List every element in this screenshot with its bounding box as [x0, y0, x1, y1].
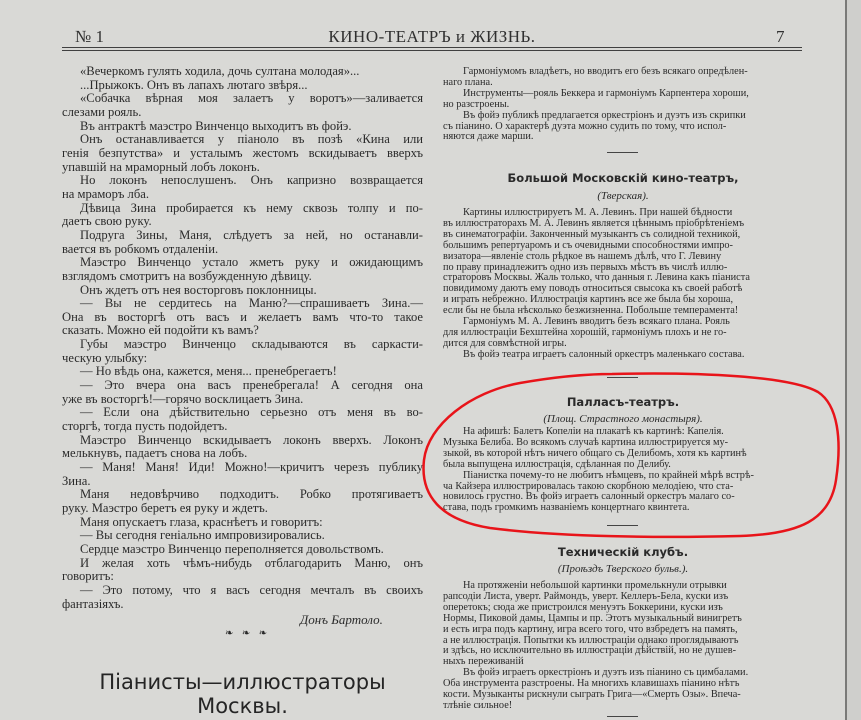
text-line: новилось грустно. Въ фойэ играетъ салонный оркестръ малаго со- — [443, 491, 735, 503]
text-line: повидимому даютъ ему поводъ относиться свысока къ своей работѣ — [443, 283, 743, 295]
text-line: руку. Маэстро беретъ ея руку и ждетъ. — [62, 501, 268, 515]
section-title: Большой Московскій кино-театръ, — [507, 171, 739, 185]
text-line: Инструменты—рояль Беккера и гармоніумъ Карпентера хороши, — [463, 87, 749, 99]
text-line: ча Кайзера иллюстрировалась такою скорбною мелодіею, что ста- — [443, 480, 734, 492]
text-line: даетъ свою руку. — [62, 214, 152, 229]
text-line: «Собачка вѣрная моя залаетъ у воротъ»—заливается — [80, 91, 423, 106]
journal-title: КИНО-ТЕАТРЪ и ЖИЗНЬ. — [328, 27, 536, 46]
text-line: если бы не была нѣсколько безжизненна. Побольше темперамента! — [443, 305, 739, 317]
text-line: Оба инструмента разстроены. На многихъ клавишахъ піанино нѣтъ — [443, 678, 740, 690]
article-title-line2: Москвы. — [197, 694, 288, 718]
annotation-stroke — [424, 374, 839, 537]
text-line: въ иллюстраторахъ М. А. Левинъ является цѣннымъ пріобрѣтеніемъ — [443, 217, 745, 229]
text-line: и есть игра подъ картину, игра всего того, что взбредетъ на память, — [443, 623, 738, 635]
text-line: тлѣніе сильное! — [443, 699, 513, 711]
text-line: страторовъ Москвы. Жаль только, что данныя г. Левина какъ піаниста — [443, 272, 750, 284]
text-line: Зина. — [62, 473, 91, 488]
text-line: Дѣвица Зина пробирается къ нему сквозь толпу и по- — [80, 200, 423, 215]
text-line: въ синематографіи. Законченный музыкантъ съ солидной техникой, — [443, 228, 741, 240]
text-line: кости. Музыканты рискнули сыграть Грига—«Смерть Озы». Впеча- — [443, 689, 741, 701]
text-line: няются даже марши. — [443, 131, 534, 143]
text-line: говоритъ: — [62, 569, 114, 584]
text-line: слезами рояль. — [62, 104, 142, 119]
text-line: Подруга Зины, Маня, слѣдуетъ за ней, но останавли- — [80, 227, 423, 242]
text-line: на мраморъ лба. — [62, 186, 149, 201]
text-line: — Но вѣдь она, кажется, меня... пренебрегаетъ! — [80, 364, 337, 379]
text-line: Въ фойэ публикѣ предлагается оркестріонъ и дуэтъ изъ скрипки — [463, 109, 746, 121]
text-line: Губы маэстро Винченцо складываются въ саркасти- — [80, 337, 423, 352]
text-line: Маня недовѣрчиво подходитъ. Робко протягиваетъ — [80, 487, 423, 502]
text-line: «Вечеркомъ гулять ходила, дочь султана молодая»... — [80, 64, 360, 78]
text-line: и здѣсь, но исключительно въ иллюстраціи дѣйствій, но не душев- — [443, 645, 737, 657]
text-line: — Это потому, что я васъ сегодня мечталъ въ своихъ — [80, 582, 423, 597]
text-line: — Вы не сердитесь на Маню?—спрашиваетъ Зина.— — [80, 296, 423, 311]
text-line: — Если она дѣйствительно серьезно отъ меня въ во- — [80, 405, 423, 420]
text-line: На афишѣ: Балетъ Копеліи на плакатѣ къ картинѣ: Капелія. — [463, 426, 724, 437]
section-subtitle: (Площ. Страстного монастыря). — [543, 413, 703, 425]
text-line: става, подъ громкимъ названіемъ концертнаго квинтета. — [443, 502, 690, 514]
text-line: ...Прыжокъ. Онъ въ лапахъ лютаго звѣря... — [80, 77, 308, 92]
text-line: зыкой, въ которой нѣтъ ничего общаго съ Делибомъ, хотя къ картинѣ — [443, 447, 747, 459]
issue-number: № 1 — [75, 27, 104, 46]
text-line: И желая хоть чѣмъ-нибудь отблагодарить Маню, онъ — [80, 555, 423, 570]
text-line: дится для совмѣстной игры. — [443, 337, 567, 349]
text-line: Маня опускаетъ глаза, краснѣетъ и говоритъ: — [80, 514, 323, 529]
text-line: была выпущена иллюстрація, сдѣланная по Делибу. — [443, 458, 671, 470]
text-line: Маэстро Винченцо вскидываетъ локонъ вверхъ. Локонъ — [80, 432, 423, 447]
text-line: Въ фойэ театра играетъ салонный оркестръ маленькаго состава. — [463, 348, 745, 360]
text-line: большимъ репертуаромъ и съ очевидными способностями импро- — [443, 239, 733, 251]
text-line: Онъ ждетъ отъ нея восторговъ поклонницы. — [80, 282, 317, 297]
text-line: Піанистка почему-то не любитъ нѣмцевъ, по крайней мѣрѣ встрѣ- — [463, 469, 754, 481]
text-line: генія безпутства» и усталымъ жестомъ вскидываетъ вверхъ — [62, 145, 423, 160]
text-line: сторгѣ, тогда пусть подойдетъ. — [62, 419, 228, 434]
text-line: Онъ останавливается у піаноло въ позѣ «Кина или — [80, 132, 423, 147]
section-subtitle: (Тверская). — [597, 190, 649, 202]
text-line: — Это вчера она васъ пренебрегала! А сегодня она — [80, 378, 423, 393]
text-line: и играть небрежно. Иллюстрація картинъ все же была бы хороша, — [443, 294, 734, 306]
text-line: Нормы, Пиковой дамы, Цампы и пр. Этотъ музыкальный винигретъ — [443, 612, 742, 624]
text-line: ческую улыбку: — [62, 350, 148, 365]
ornament: ❧ ❧ ❧ — [225, 628, 271, 639]
text-line: Картины иллюстрируетъ М. А. Левинъ. При нашей бѣдности — [463, 207, 733, 218]
text-line: уже въ восторгѣ!—горячо восклицаетъ Зина. — [62, 391, 304, 406]
text-line: Маэстро Винченцо устало жметъ руку и ожидающимъ — [80, 255, 423, 270]
text-line: рапсодіи Листа, уверт. Раймондъ, уверт. Келлеръ-Бела, куски изъ — [443, 590, 729, 602]
article-title-line1: Піанисты—иллюстраторы — [99, 670, 386, 694]
text-line: а не иллюстрація. Попытки къ иллюстраціи однако проглядываютъ — [443, 634, 739, 646]
text-line: Гармоніумомъ владѣетъ, но вводитъ его безъ всякаго опредѣлен- — [463, 66, 748, 77]
text-line: визатора—явленіе столь рѣдкое въ нашемъ дѣлѣ, что Г. Левину — [443, 250, 722, 262]
text-line: упавшій на мраморный лобъ локонъ. — [62, 159, 260, 174]
text-line: вается въ робкомъ отдаленіи. — [62, 241, 219, 256]
text-line: по праву принадлежитъ одно изъ первыхъ мѣстъ въ числѣ иллю- — [443, 261, 728, 273]
section-title: Техническій клубъ. — [557, 545, 689, 559]
text-line: — Вы сегодня геніально импровизировались. — [80, 528, 325, 543]
page-number: 7 — [776, 27, 785, 46]
text-line: наго плана. — [443, 76, 493, 88]
text-line: сказать. Можно ей подойти къ вамъ? — [62, 323, 259, 338]
text-line: съ піанино. О характерѣ дуэта можно судить по тому, что испол- — [443, 120, 727, 132]
text-line: но разстроены. — [443, 98, 510, 110]
section-subtitle: (Проѣздъ Тверского бульв.). — [557, 563, 689, 575]
text-line: оперетокъ; сюда же пристроился менуэтъ Боккерини, куски изъ — [443, 601, 723, 613]
text-line: фантазіяхъ. — [62, 596, 124, 611]
text-line: Въ антрактѣ маэстро Винченцо выходитъ въ фойэ. — [80, 118, 352, 133]
text-line: Но локонъ непослушенъ. Онъ капризно возвращается — [80, 173, 423, 188]
text-line: для иллюстраціи Бехштейна хорошій, гармоніумъ плохъ и не го- — [443, 326, 727, 338]
text-line: взглядомъ смотритъ на возбужденную дѣвицу. — [62, 268, 312, 283]
section-title: Палласъ-театръ. — [566, 395, 680, 409]
text-line: мелькнувъ, падаетъ снова на лобъ. — [62, 446, 248, 461]
text-line: На протяженіи небольшой картинки промелькнули отрывки — [463, 580, 727, 591]
text-line: — Маня! Маня! Иди! Можно!—кричитъ черезъ публику — [80, 460, 423, 475]
text-line: Въ фойэ играетъ оркестріонъ и дуэтъ изъ піанино съ цимбалами. — [463, 667, 749, 679]
text-line: ныхъ переживаній — [443, 656, 524, 668]
text-line: Сердце маэстро Винченцо переполняется довольствомъ. — [80, 541, 384, 556]
text-line: Гармоніумъ М. А. Левинъ вводитъ безъ всякаго плана. Рояль — [463, 316, 730, 328]
text-line: Музыка Белиба. Во всякомъ случаѣ картина иллюстрируется му- — [443, 436, 729, 448]
text-line: Она въ восторгѣ отъ васъ и желаетъ вамъ что-то такое — [62, 309, 423, 324]
signature: Донъ Бартоло. — [300, 612, 383, 627]
